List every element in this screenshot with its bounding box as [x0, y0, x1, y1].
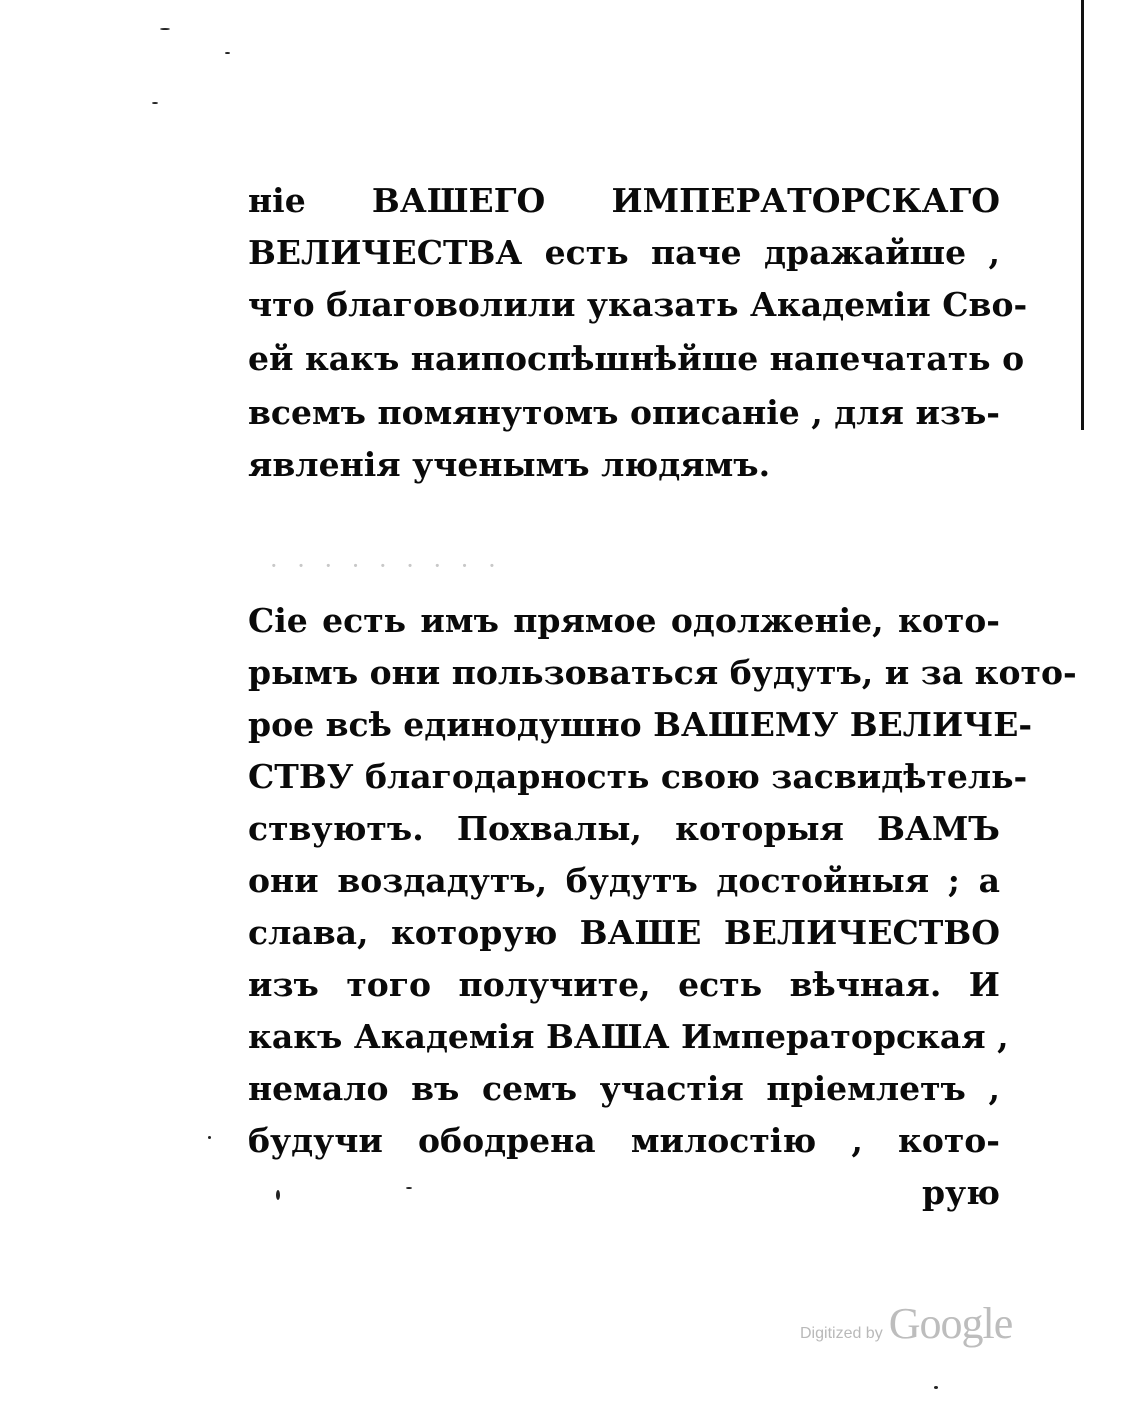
text-line: ніе ВАШЕГО ИМПЕРАТОРСКАГО	[248, 181, 1000, 220]
text-line: слава, которую ВАШЕ ВЕЛИЧЕСТВО	[248, 913, 1000, 952]
text-line: явленія ученымъ людямъ.	[248, 445, 771, 484]
digitized-by-google-watermark	[800, 1298, 1012, 1349]
scan-speck	[406, 1187, 412, 1189]
catchword: рую	[921, 1173, 1000, 1212]
text-line: какъ Академія ВАША Императорская ,	[248, 1017, 1009, 1056]
scan-speck	[934, 1386, 938, 1389]
text-line: они воздадутъ, будутъ достойныя ; а	[248, 861, 1000, 900]
text-line: Сіе есть имъ прямое одолженіе, кото-	[248, 601, 1000, 640]
text-line: СТВУ благодарность свою засвидѣтель-	[248, 757, 1028, 796]
bleed-through-text: · · · · · · · · ·	[270, 552, 502, 580]
watermark-prefix: Digitized by	[800, 1325, 883, 1342]
text-line: ствуютъ. Похвалы, которыя ВАМЪ	[248, 809, 1000, 848]
scan-speck	[276, 1190, 280, 1200]
text-line: что благоволили указать Академіи Сво-	[248, 285, 1028, 324]
scan-speck	[152, 102, 158, 104]
scan-speck	[160, 28, 170, 30]
text-line: ей какъ наипоспѣшнѣйше напечатать о	[248, 339, 1025, 378]
page-edge-rule	[1081, 0, 1084, 430]
text-line: всемъ помянутомъ описаніе , для изъ-	[248, 393, 1000, 432]
text-line: немало въ семъ участія пріемлетъ ,	[248, 1069, 1000, 1108]
text-line: рымъ они пользоваться будутъ, и за кото-	[248, 653, 1077, 692]
scan-speck	[208, 1136, 211, 1139]
text-line: рое всѣ единодушно ВАШЕМУ ВЕЛИЧЕ-	[248, 705, 1033, 744]
google-logo: Google	[888, 1299, 1013, 1348]
scan-speck	[225, 52, 230, 54]
text-line: будучи ободрена милостію , кото-	[248, 1121, 1000, 1160]
text-line: изъ того получите, есть вѣчная. И	[248, 965, 1000, 1004]
text-line: ВЕЛИЧЕСТВА есть паче дражайше ,	[248, 233, 1000, 272]
